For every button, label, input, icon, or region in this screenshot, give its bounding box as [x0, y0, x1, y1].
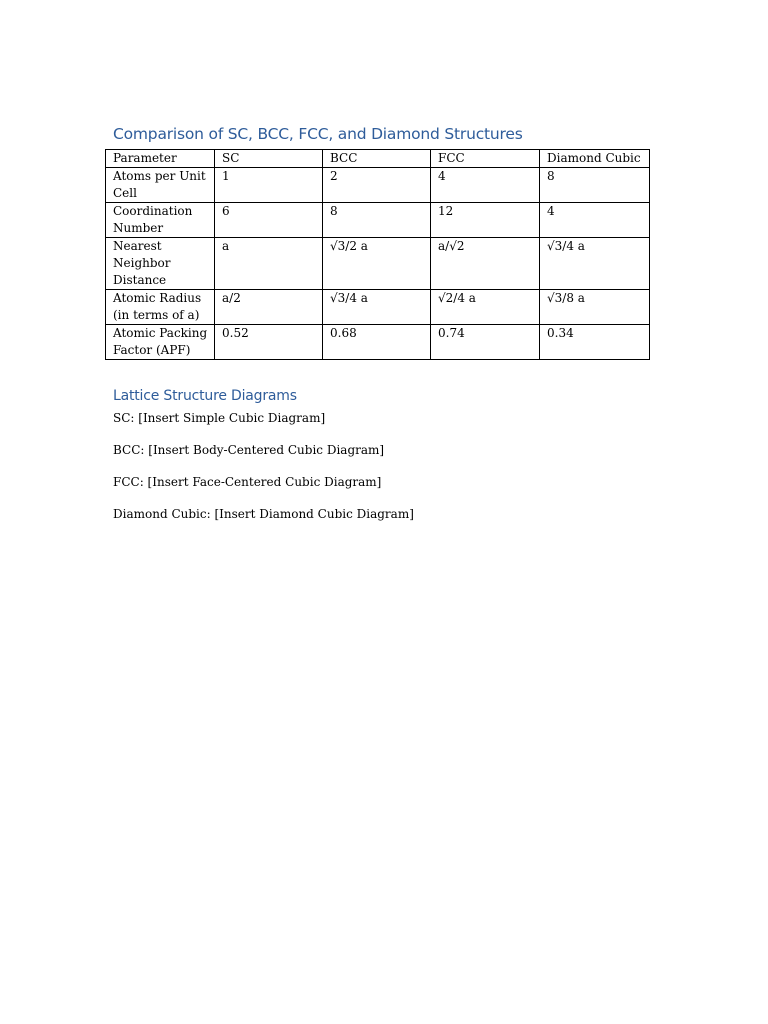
table-header-cell: SC: [215, 150, 323, 168]
table-cell: a/2: [215, 290, 323, 325]
table-header-cell: FCC: [431, 150, 540, 168]
table-cell: √3/2 a: [323, 238, 431, 290]
table-cell: 6: [215, 203, 323, 238]
table-cell: Atomic Radius (in terms of a): [106, 290, 215, 325]
page-title: Comparison of SC, BCC, FCC, and Diamond Structures: [113, 125, 523, 143]
table-cell: 4: [540, 203, 650, 238]
table-cell: √3/8 a: [540, 290, 650, 325]
table-header-cell: Diamond Cubic: [540, 150, 650, 168]
table-cell: 1: [215, 168, 323, 203]
section-heading-diagrams: Lattice Structure Diagrams: [113, 388, 297, 404]
comparison-table: [105, 149, 650, 360]
table-cell: √3/4 a: [540, 238, 650, 290]
table-row: [106, 203, 650, 238]
table-row: [106, 325, 650, 360]
diagram-line-fcc: FCC: [Insert Face-Centered Cubic Diagram]: [113, 475, 382, 489]
table-row: [106, 168, 650, 203]
table-cell: 2: [323, 168, 431, 203]
table-cell: a/√2: [431, 238, 540, 290]
table-cell: √3/4 a: [323, 290, 431, 325]
table-cell: Coordination Number: [106, 203, 215, 238]
table-cell: Atomic Packing Factor (APF): [106, 325, 215, 360]
table-header-row: [106, 150, 650, 168]
table-cell: 8: [323, 203, 431, 238]
diagram-line-sc: SC: [Insert Simple Cubic Diagram]: [113, 411, 326, 425]
diagram-line-bcc: BCC: [Insert Body-Centered Cubic Diagram]: [113, 443, 385, 457]
table-cell: 8: [540, 168, 650, 203]
table-cell: 0.52: [215, 325, 323, 360]
table-cell: √2/4 a: [431, 290, 540, 325]
table-cell: a: [215, 238, 323, 290]
table-row: [106, 290, 650, 325]
table-cell: 0.34: [540, 325, 650, 360]
table-header-cell: Parameter: [106, 150, 215, 168]
table-cell: 0.74: [431, 325, 540, 360]
table-cell: 12: [431, 203, 540, 238]
table-cell: 4: [431, 168, 540, 203]
table-header-cell: BCC: [323, 150, 431, 168]
table-cell: 0.68: [323, 325, 431, 360]
table-row: [106, 238, 650, 290]
table-cell: Atoms per Unit Cell: [106, 168, 215, 203]
diagram-line-diamond: Diamond Cubic: [Insert Diamond Cubic Diagram]: [113, 507, 414, 521]
table-cell: Nearest Neighbor Distance: [106, 238, 215, 290]
